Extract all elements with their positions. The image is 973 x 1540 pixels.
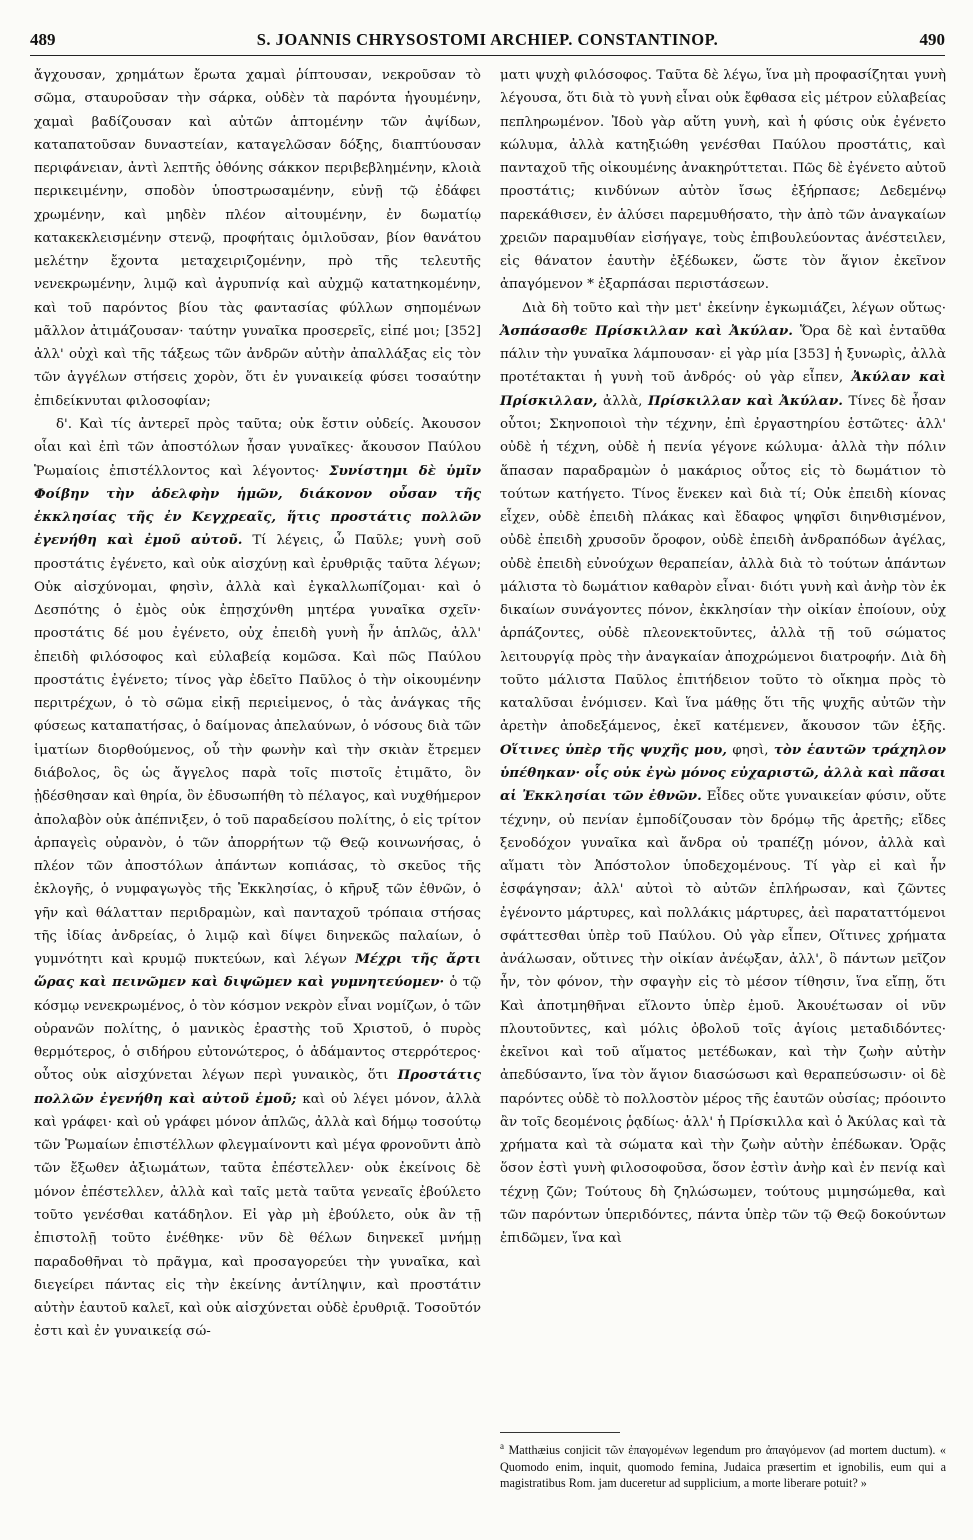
left-p2-start: δ'. Καὶ τίς ἀντερεῖ πρὸς ταῦτα; οὐκ ἔστιν οὐδείς. Ἀκουσον οἷαι καὶ ἐπὶ τῶν ἀποστόλων ἦσαν γυναῖκες· ἄκουσον Παύλου Ῥωμαίοις ἐπιστέλλοντος καὶ λέγοντος· xyxy=(34,416,481,479)
left-quote-prostatis: Προστάτις πολλῶν ἐγενήθη καὶ αὐτοῦ ἐμοῦ; xyxy=(34,1067,481,1107)
right-p2-end: Εἶδες οὔτε γυναικείαν φύσιν, οὔτε τέχνην, οὐ πενίαν ἐμποδίζουσαν τὸν δρόμῳ τῆς ἀρετῆς; εἴδες ξενοδόχον γυναῖκα καὶ ἄνδρα οὐ τραπέζῃ μόνον, ἀλλὰ καὶ αἵματι τὸν Ἀπόστολον ὑποδεχομένους. Τί γὰρ εἰ καὶ ἦν ἐσφάγησαν; ἀλλ' αὐτοὶ τὸ αὐτῶν ἐπλήρωσαν, καὶ ζῶντες ἐγένοντο μάρτυρες, καὶ πολλάκις μάρτυρες, ἀεὶ παραταττόμενοι σφάττεσθαι ὑπὲρ τοῦ Παύλου. Οὐ γὰρ εἶπεν, Οἵτινες χρήματα ἀνάλωσαν, οὔτινες τὴν οἰκίαν ἀνέῳξαν, ἀλλ', ὃ πάντων μεῖζον ἦν, τὸν φόνον, τὴν σφαγὴν εἰς τὸ μέσον τίθησιν, ἵνα εἴπῃ, ὅτι Καὶ ἀποτμηθῆναι εἵλοντο ὑπὲρ ἐμοῦ. Ἀκουέτωσαν οἱ νῦν πλουτοῦντες, καὶ μόλις ὀβολοῦ τοῖς ἁγίοις μεταδιδόντες· ἐκεῖνοι καὶ τοῦ αἵματος μετέδωκαν, καὶ τὴν ζωὴν αὐτὴν ἀπεδύσαντο, ἵνα τὸν ἅγιον διασώσωσι καὶ θεραπεύσωσιν· οἱ δὲ παρόντες οὐδὲ τὸ πολλοστὸν μέρος τῆς ἑαυτῶν οὐσίας; πρόοιντο ἂν τοῖς δεομένοις ῥᾳδίως· ἀλλ' ἡ Πρίσκιλλα καὶ ὁ Ἀκύλας καὶ τὰ χρήματα καὶ τὰ σώματα καὶ τὴν ζωὴν αὐτὴν ἐπέδωκαν. Ὁρᾷς ὅσον ἐστὶ γυνὴ φιλοσοφοῦσα, ὅσον ἐστὶν ἀνὴρ καὶ ἐν πενίᾳ καὶ τέχνῃ ζῶν; Τούτους δὴ ζηλώσωμεν, τούτους μιμησώμεθα, καὶ τῶν παρόντων ὑπεριδόντες, πάντα ὑπὲρ τῶν τῷ Θεῷ δοκούντων ἐπιδῶμεν, ἵνα καὶ xyxy=(500,789,947,1247)
left-quote-hunger: Μέχρι τῆς ἄρτι ὥρας καὶ πεινῶμεν καὶ διψῶμεν καὶ γυμνητεύομεν· xyxy=(34,951,481,991)
left-column xyxy=(34,64,481,1344)
right-p2-mid3: Τίνες δὲ ἦσαν οὗτοι; Σκηνοποιοὶ τὴν τέχνην, ἐπὶ ἐργαστηρίου ἑστῶτες· ἀλλ' οὐδὲ ἡ τέχνη, οὐδὲ ἡ πενία γέγονε κώλυμα· ἀλλὰ τὴν πόλιν ἅπασαν παραδραμὼν ὁ μακάριος οὗτος εἰς τὸ δωμάτιον τὸ τούτων κατήγετο. Τίνος ἕνεκεν καὶ διὰ τί; Οὐκ ἐπειδὴ κίονας εἶχεν, οὐδὲ ἐπειδὴ πλάκας καὶ ἔδαφος ψηφῖσι διηνθισμένον, οὐδὲ ἐπειδὴ χρυσοῦν ὄροφον, οὐδὲ ἐπειδὴ ἀνδραπόδων ἀγέλας, οὐδὲ ἐπειδὴ εὐνούχων θεραπείαν, ἀλλὰ διὰ τὸ τούτων ἁπάντων μάλιστα τὸ δωμάτιον καθαρὸν εἶναι· διότι γυνὴ καὶ ἀνὴρ τὸν ἐκ δικαίων συνάγοντες πόνον, ἐκκλησίαν τὴν οἰκίαν ἐποίουν, οὐχ ἁρπάζοντες, οὐδὲ πλεονεκτοῦντες, ἀλλὰ τῇ τοῦ σώματος λειτουργίᾳ πρὸς τὴν ἀναγκαίαν ἀποχρώμενοι διατροφήν. Διὰ δὴ τοῦτο μάλιστα Παῦλος ἐπιτήδειον τοῦτο τὸ οἴκημα πρὸς τὸ καταλῦσαι ἐνόμισεν. Καὶ ἵνα μάθῃς ὅτι τῆς ψυχῆς αὐτῶν τὴν ἀρετὴν ἀποδεξάμενος, ἐκεῖ κατέμενεν, ἄκουσον τῶν ἑξῆς. xyxy=(500,393,946,735)
right-p2-mid4: φησὶ, xyxy=(732,742,769,758)
right-column xyxy=(500,64,946,1251)
page-number-right: 490 xyxy=(919,30,945,49)
left-p2-mid2: ὁ τῷ κόσμῳ νενεκρωμένος, ὁ τὸν κόσμον νεκρὸν εἶναι νομίζων, ὁ τῶν οὐρανῶν πολίτης, ὁ μανικὸς ἐραστὴς τοῦ Χριστοῦ, ὁ πυρὸς θερμότερος, ὁ σιδήρου εὐτονώτερος, ὁ ἀδάμαντος στερρότερος· οὗτος οὐκ αἰσχύνεται λέγων περὶ γυναικὸς, ὅτι xyxy=(34,975,482,1084)
left-paragraph-1: ἄγχουσαν, χρημάτων ἔρωτα χαμαὶ ῥίπτουσαν, νεκροῦσαν τὸ σῶμα, σταυροῦσαν τὴν σάρκα, οὐδὲν τὰ παρόντα ἡγουμένην, χαμαὶ βαδίζουσαν καὶ αὐτῶν ἁπτομένην τῶν ἀψίδων, καταπατοῦσαν δυναστείαν, καταγελῶσαν δόξης, διαπτύουσαν περιφάνειαν, ἀντὶ λεπτῆς ὀθόνης σάκκον περιβεβλημένην, κλοιὰ περικειμένην, σποδὸν ὑποστρωσαμένην, εὐνῇ τῷ ἐδάφει χρωμένην, καὶ μηδὲν πλέον αἰτουμένην, ἐν δωματίῳ κατακεκλεισμένην στενῷ, προφήταις ὁμιλοῦσαν, βίον θανάτου μελέτην ἔχοντα μεταχειριζομένην, πρὸ τῆς τελευτῆς νενεκρωμένην, λιμῷ καὶ ἀγρυπνίᾳ καὶ αὐχμῷ κατατηκομένην, καὶ τοῦ παρόντος βίου τὰς φαντασίας φύλλων σηπομένων μᾶλλον ἀτιμάζουσαν· ταύτην γυναῖκα προσερεῖς, εἰπέ μοι; [352] ἀλλ' οὐχὶ καὶ τῆς τάξεως τῶν ἀνδρῶν αὐτὴν ἀπαλλάξας εἰς τὸν τῶν ἀγγέλων στήσεις χορὸν, ὅτι ἐν γυναικείᾳ φύσει τοσαύτην ἐπιδείκνυται φιλοσοφίαν; xyxy=(34,68,481,409)
header-rule xyxy=(30,55,945,56)
footnote-rule xyxy=(500,1432,620,1433)
footnote-text: Matthæius conjicit τῶν ἐπαγομένων legendum pro ἀπαγόμενον (ad mortem ductum). « Quomodo enim, inquit, quomodo femina, Judaica præsertim et ignobilis, eum qui a magistratibus Rom. jam duceretur ad supplicium, a morte liberare potuit? » xyxy=(500,1443,947,1491)
right-p2-start: Διὰ δὴ τοῦτο καὶ τὴν μετ' ἐκείνην ἐγκωμιάζει, λέγων οὕτως· xyxy=(522,300,946,316)
right-p2-mid2: ἀλλὰ, xyxy=(603,393,643,409)
footnote-marker: a xyxy=(500,1441,504,1451)
left-p2-mid: Τί λέγεις, ὦ Παῦλε; γυνὴ σοῦ προστάτις ἐγένετο, καὶ οὐκ αἰσχύνῃ καὶ ἐρυθριᾷς ταῦτα λέγων; Οὐκ αἰσχύνομαι, φησὶν, ἀλλὰ καὶ ἐγκαλλωπίζομαι· καὶ ὁ Δεσπότης ὁ ἐμὸς οὐκ ἐπῃσχύνθη μητέρα γυναῖκα σχεῖν· προστάτις δέ μου ἐγένετο, οὐχ ἐπειδὴ γυνὴ ἦν ἁπλῶς, ἀλλ' ἐπειδὴ φιλόσοφος καὶ εὐλαβείᾳ κομῶσα. Καὶ πῶς Παύλου προστάτις ἐγένετο; τίνος γὰρ ἐδεῖτο Παῦλος ὁ τὴν οἰκουμένην περιτρέχων, ὁ τὸ σῶμα εἰκῇ περιεἱμενος, ὁ τὰς ἀνάγκας τῆς φύσεως καταπατήσας, ὁ δαίμονας ἀπελαύνων, ὁ νόσους διὰ τῶν ἱματίων διορθούμενος, οὗ τὴν φωνὴν καὶ τὴν σκιὰν ἔτρεμεν διάβολος, ὃς ὡς ἄγγελος παρὰ τοῖς πιστοῖς ἐτιμᾶτο, ὃν ᾐδέσθησαν καὶ θηρία, ὃν ἐδυσωπήθη τὸ πέλαγος, καὶ νυχθήμερον ἀπολαβὸν οὐκ ἀπέπνιξεν, ὁ τοῦ παραδείσου πολίτης, ὁ εἰς τρίτον ἁρπαγεὶς οὐρανὸν, ὁ τῶν ἀπορρήτων τῷ Θεῷ κοινωνήσας, ὁ πλέον τῶν ἀποστόλων ἁπάντων κοπιάσας, τὸ σκεῦος τῆς ἐκλογῆς, ὁ νυμφαγωγὸς τῆς Ἐκκλησίας, ὁ κῆρυξ τῶν ἐθνῶν, ὁ γῆν καὶ θάλατταν περιδραμὼν, καὶ πανταχοῦ τρόπαια στήσας τῆς ἰδίας ἀνδρείας, ὁ λιμῷ καὶ δίψει διηνεκῶς παλαίων, ὁ γυμνότητι καὶ κρυμῷ πυκτεύων, καὶ λέγων xyxy=(34,533,481,968)
right-paragraph-1: ματι ψυχὴ φιλόσοφος. Ταῦτα δὲ λέγω, ἵνα μὴ προφασίζηται γυνὴ λέγουσα, ὅτι διὰ τὸ γυνὴ εἶναι οὐκ ἔφθασα εἰς μέτρον εὐλαβείας πεπληρωμένον. Ἰδοὺ γὰρ αὕτη γυνὴ, καὶ ἡ φύσις οὐκ ἐγένετο κώλυμα, ἀλλὰ κατηξιώθη γενέσθαι Παύλου προστάτις, καὶ πανταχοῦ τῆς οἰκουμένης ἀνακηρύττεται. Πῶς δὲ ἐγένετο αὐτοῦ προστάτις; κινδύνων αὐτὸν ἴσως ἐξήρπασε; Δεδεμένῳ παρεκάθισεν, ἐν ἁλύσει παρεμυθήσατο, τὴν ἀπὸ τῶν ἀναγκαίων χρειῶν παραμυθίαν εἰσήγαγε, τοὺς ἐπιβουλεύοντας ἀνέστειλεν, εἰς θάνατον ἑαυτὴν ἐξέδωκεν, ὥστε τὸν ἅγιον ἐκεῖνον ἀπαγόμενον * ἐξαρπάσαι περιστάσεων. xyxy=(500,68,946,293)
footnote xyxy=(500,1438,946,1492)
left-quote-phoebe: Συνίστημι δὲ ὑμῖν Φοίβην τὴν ἀδελφὴν ἡμῶν, διάκονον οὖσαν τῆς ἐκκλησίας τῆς ἐν Κεγχρεαῖς, ἥτις προστάτις πολλῶν ἐγενήθη καὶ ἐμοῦ αὐτοῦ. xyxy=(34,462,481,549)
left-paragraph-2 xyxy=(34,413,481,1344)
right-quote-greet: Ἀσπάσασθε Πρίσκιλλαν καὶ Ἀκύλαν. xyxy=(500,322,793,339)
page-number-left: 489 xyxy=(30,30,56,49)
right-quote-aquila-first: Ἀκύλαν καὶ Πρίσκιλλαν, xyxy=(500,369,946,409)
left-p2-end: καὶ οὐ λέγει μόνον, ἀλλὰ καὶ γράφει· καὶ οὐ γράφει μόνον ἁπλῶς, ἀλλὰ καὶ δήμῳ τοσούτῳ τῶν Ῥωμαίων ἐπιστέλλων φλεγμαίνοντι καὶ μέγα φρονοῦντι ἀπὸ τῶν ἔξωθεν ἀξιωμάτων, ταῦτα ἐπέστελλεν· οὐκ ἐκείνοις δὲ μόνον ἐπέστελλεν, ἀλλὰ καὶ ταῖς μετὰ ταῦτα γενεαῖς ἐβούλετο τοῦτο γενέσθαι κατάδηλον. Εἰ γὰρ μὴ ἐβούλετο, οὐκ ἂν τῇ ἐπιστολῇ τοῦτο ἐνέθηκε· νῦν δὲ θέλων διηνεκεῖ μνήμῃ παραδοθῆναι τὸ πρᾶγμα, καὶ προσαγορεύει τὴν γυναῖκα, καὶ διεγείρει πάντας εἰς τὴν ἐκείνης ἀντίληψιν, καὶ προστάτιν αὐτὴν ἑαυτοῦ καλεῖ, καὶ οὐκ αἰσχύνεται οὐδὲ ἐρυθριᾷ. Τοσοῦτόν ἐστι καὶ ἐν γυναικείᾳ σώ- xyxy=(34,1091,481,1340)
right-p2-mid: Ὅρα δὲ καὶ ἐνταῦθα πάλιν τὴν γυναῖκα λάμπουσαν· εἰ γὰρ μία [353] ἡ ξυνωρὶς, ἀλλὰ προτέτακται ἡ γυνὴ τοῦ ἀνδρός· οὐ γὰρ εἶπεν, xyxy=(500,323,946,386)
page-header xyxy=(30,30,945,56)
right-quote-priscilla-first: Πρίσκιλλαν καὶ Ἀκύλαν. xyxy=(647,392,843,409)
right-quote-necks: τὸν ἑαυτῶν τράχηλον ὑπέθηκαν· οἷς οὐκ ἐγὼ μόνος εὐχαριστῶ, ἀλλὰ καὶ πᾶσαι αἱ Ἐκκλησίαι τῶν ἐθνῶν. xyxy=(500,741,947,805)
right-paragraph-2 xyxy=(500,297,946,1251)
right-quote-soul: Οἵτινες ὑπὲρ τῆς ψυχῆς μου, xyxy=(500,741,727,758)
running-title: S. JOANNIS CHRYSOSTOMI ARCHIEP. CONSTANTINOP. xyxy=(256,30,719,49)
